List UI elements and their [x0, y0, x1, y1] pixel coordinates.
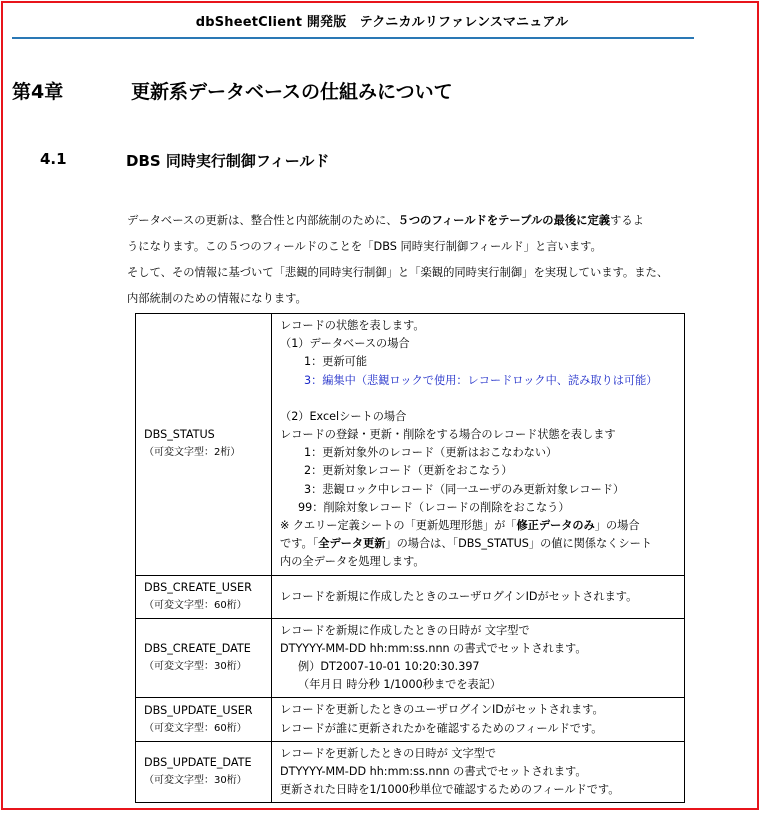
field-type: （可変文字型：2桁）	[144, 447, 241, 459]
field-name-cell	[136, 575, 272, 618]
intro-emphasis: ５つのフィールドをテーブルの最後に定義	[397, 214, 611, 227]
chapter-title: 更新系データベースの仕組みについて	[131, 81, 453, 103]
intro-text: データベースの更新は、整合性と内部統制のために、	[127, 214, 398, 227]
field-name-cell	[136, 698, 272, 741]
field-type: （可変文字型：30桁）	[144, 775, 247, 787]
desc-line: （年月日 時分秒 1/1000秒までを表記）	[298, 678, 502, 692]
note-text: ※ クエリー定義シートの「更新処理形態」が「	[280, 519, 517, 533]
desc-note-line	[280, 535, 676, 553]
field-type: （可変文字型：30桁）	[144, 661, 247, 673]
intro-line-2: うになります。この５つのフィールドのことを「DBS 同時実行制御フィールド」と言います。	[127, 240, 602, 253]
field-name-cell	[136, 314, 272, 576]
desc-note-line	[280, 517, 676, 535]
chapter-number: 第4章	[12, 81, 64, 103]
desc-line: レコードを更新したときの日時が 文字型で	[280, 746, 497, 760]
note-text: です。「	[280, 537, 319, 551]
intro-paragraph	[127, 208, 687, 312]
desc-line: レコードを更新したときのユーザログインIDがセットされます。	[280, 703, 604, 717]
desc-line: 更新された日時を1/1000秒単位で確認するためのフィールドです。	[280, 783, 620, 797]
field-name: DBS_CREATE_USER	[144, 580, 252, 594]
field-name: DBS_CREATE_DATE	[144, 642, 251, 656]
desc-line: 2：更新対象レコード（更新をおこなう）	[304, 464, 513, 478]
field-description-cell	[272, 698, 685, 741]
field-name-cell	[136, 618, 272, 698]
desc-line: DTYYYY-MM-DD hh:mm:ss.nnn の書式でセットされます。	[280, 641, 587, 655]
desc-line: DTYYYY-MM-DD hh:mm:ss.nnn の書式でセットされます。	[280, 765, 587, 779]
desc-line: レコードの登録・更新・削除をする場合のレコード状態を表します	[280, 428, 616, 442]
desc-line: レコードの状態を表します。	[280, 319, 425, 332]
field-description-cell	[272, 314, 685, 576]
table-row	[136, 698, 685, 741]
desc-line: （2）Excelシートの場合	[280, 409, 407, 423]
desc-line: 99：削除対象レコード（レコードの削除をおこなう）	[298, 500, 570, 514]
note-text: 」の場合は、「DBS_STATUS」の値に関係なくシート	[385, 537, 652, 551]
desc-line: レコードを新規に作成したときの日時が 文字型で	[280, 623, 530, 637]
intro-line-1	[127, 208, 687, 234]
desc-line: （1）データベースの場合	[280, 337, 410, 351]
section-number: 4.1	[40, 150, 67, 168]
spacer	[280, 390, 676, 408]
table-row	[136, 618, 685, 698]
desc-line: 1：更新可能	[304, 355, 368, 369]
intro-line-4: 内部統制のための情報になります。	[127, 292, 307, 305]
note-emphasis: 全データ更新	[318, 537, 386, 551]
intro-line-3: そして、その情報に基づいて「悲観的同時実行制御」と「楽観的同時実行制御」を実現しています。また、	[127, 266, 669, 279]
intro-text: するよ	[610, 214, 644, 227]
field-description-cell	[272, 575, 685, 618]
section-title: DBS 同時実行制御フィールド	[126, 152, 330, 170]
dbs-fields-table	[135, 313, 685, 803]
desc-line: レコードが誰に更新されたかを確認するためのフィールドです。	[280, 721, 603, 735]
header-divider	[12, 37, 694, 39]
desc-line: レコードを新規に作成したときのユーザログインIDがセットされます。	[280, 589, 638, 603]
field-type: （可変文字型：60桁）	[144, 599, 247, 611]
field-type: （可変文字型：60桁）	[144, 722, 247, 734]
field-description-cell	[272, 618, 685, 698]
table-row	[136, 314, 685, 576]
desc-line-highlight: 3：編集中（悲観ロックで使用：レコードロック中、読み取りは可能）	[304, 373, 658, 387]
field-description-cell	[272, 741, 685, 803]
desc-line: 例）DT2007-10-01 10:20:30.397	[298, 660, 480, 674]
field-name: DBS_STATUS	[144, 428, 215, 442]
desc-line: 内の全データを処理します。	[280, 555, 425, 569]
note-emphasis: 修正データのみ	[516, 519, 595, 533]
desc-line: 3：悲観ロック中レコード（同一ユーザのみ更新対象レコード）	[304, 482, 625, 496]
field-name: DBS_UPDATE_USER	[144, 703, 253, 717]
table-row	[136, 575, 685, 618]
page-header: dbSheetClient 開発版 テクニカルリファレンスマニュアル	[195, 15, 569, 30]
field-name-cell	[136, 741, 272, 803]
field-name: DBS_UPDATE_DATE	[144, 756, 252, 770]
desc-line: 1：更新対象外のレコード（更新はおこなわない）	[304, 446, 558, 460]
note-text: 」の場合	[594, 519, 640, 533]
table-row	[136, 741, 685, 803]
